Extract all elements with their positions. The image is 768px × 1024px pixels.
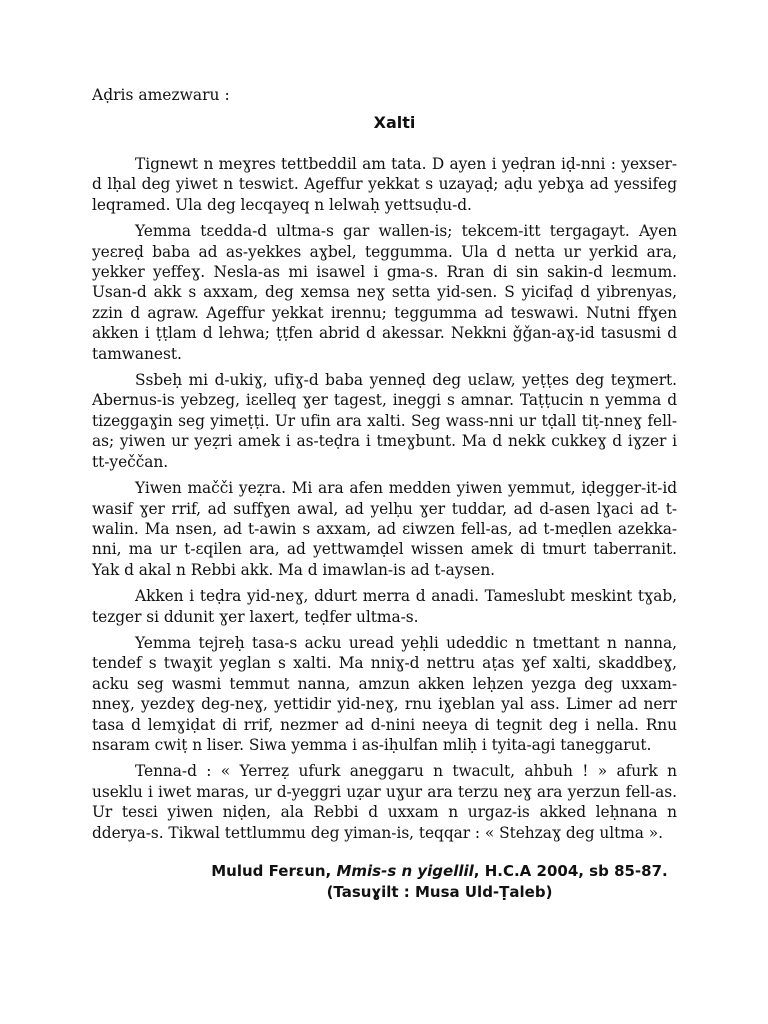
citation bbox=[92, 861, 677, 903]
paragraph: Tignewt n meɣres tettbeddil am tata. D ayen i yeḍran iḍ-nni : yexser-d lḥal deg yiwet n teswiɛt. Ageffur yekkat s uzayaḍ; aḍu yebɣa ad yessifeg leqramed. Ula deg lecqayeq n lelwaḥ yettsuḍu-d. bbox=[92, 155, 677, 214]
document-page bbox=[92, 84, 677, 903]
citation-work-title: Mmis-s n yigellil bbox=[336, 862, 474, 880]
paragraph: Ssbeḥ mi d-ukiɣ, ufiɣ-d baba yenneḍ deg uɛlaw, yeṭṭes deg teɣmert. Abernus-is yebzeg, iɛelleq ɣer tagest, ineggi s amnar. Taṭṭucin n yemma d tizeggaɣin seg yimeṭṭi. Ur ufin ara xalti. Seg wass-nni ur tḍall tiṭ-nneɣ fell-as; yiwen ur yeẓri amek i as-teḍra i tmeɣbunt. Ma d nekk cukkeɣ d iɣzer i tt-yeččan. bbox=[92, 371, 677, 471]
citation-translator: (Tasuɣilt : Musa Uld-Ṭaleb) bbox=[326, 883, 553, 901]
paragraph: Yemma tɛedda-d ultma-s gar wallen-is; tekcem-itt tergagayt. Ayen yeɛreḍ baba ad as-yekkes aɣbel, teggumma. Ula d netta ur yerkid ara, yekker yeffeɣ. Nesla-as mi isawel i gma-s. Rran di sin sakin-d leɛmum. Usan-d akk s axxam, deg xemsa neɣ setta yid-sen. S yicifaḍ d yibrenyas, zzin d agraw. Ageffur yekkat irennu; teggumma ad teswawi. Nutni ffɣen akken i ṭṭlam d lehwa; ṭṭfen abrid d akessar. Nekkni ǧǧan-aɣ-id tasusmi d tamwanest. bbox=[92, 222, 677, 363]
body-text bbox=[92, 154, 677, 843]
paragraph: Yemma tejreḥ tasa-s acku uread yeḥli udeddic n tmettant n nanna, tendef s twaɣit yeglan s xalti. Ma nniɣ-d nettru aṭas ɣef xalti, skaddbeɣ, acku seg wasmi temmut nanna, amzun akken leḥzen yezga deg uxxam-nneɣ, yezdeɣ deg-neɣ, yettidir yid-neɣ, rnu iɣeblan yal ass. Limer ad nerr tasa d lemɣiḍat di rrif, nezmer ad d-nini neeya di tegnit deg i nella. Rnu nsaram cwiṭ n liser. Siwa yemma i as-iḥulfan mliḥ i tyita-agi taneggarut. bbox=[92, 633, 677, 754]
citation-line-source bbox=[202, 861, 677, 882]
text-title: Xalti bbox=[373, 113, 416, 132]
citation-publisher: , H.C.A 2004, sb 85-87. bbox=[473, 862, 668, 880]
section-label: Aḍris amezwaru : bbox=[92, 86, 230, 104]
paragraph: Akken i teḍra yid-neɣ, ddurt merra d anadi. Tameslubt meskint tɣab, tezger si ddunit ɣer laxert, teḍfer ultma-s. bbox=[92, 587, 677, 626]
paragraph: Tenna-d : « Yerreẓ ufurk aneggaru n twacult, ahbuh ! » afurk n useklu i iwet maras, ur d-yeggri uẓar uɣur ara terzu neɣ ara yerzun fell-as. Ur tesɛi yiwen niḍen, ala Rebbi d uxxam n urgaz-is akked leḥnana n dderya-s. Tikwal tettlummu deg yiman-is, teqqar : « Stehzaɣ deg ultma ». bbox=[92, 762, 677, 842]
paragraph: Yiwen mačči yeẓra. Mi ara afen medden yiwen yemmut, iḍegger-it-id wasif ɣer rrif, ad suffɣen awal, ad yelḥu ɣer tuddar, ad d-asen lɣaci ad t-walin. Ma nsen, ad t-awin s axxam, ad ɛiwzen fell-as, ad t-meḍlen azekka-nni, ma ur t-ɛqilen ara, ad yettwamḍel wissen amek di tmurt taberranit. Yak d akal n Rebbi akk. Ma d imawlan-is ad t-aysen. bbox=[92, 479, 677, 579]
citation-author: Mulud Ferɛun, bbox=[211, 862, 337, 880]
